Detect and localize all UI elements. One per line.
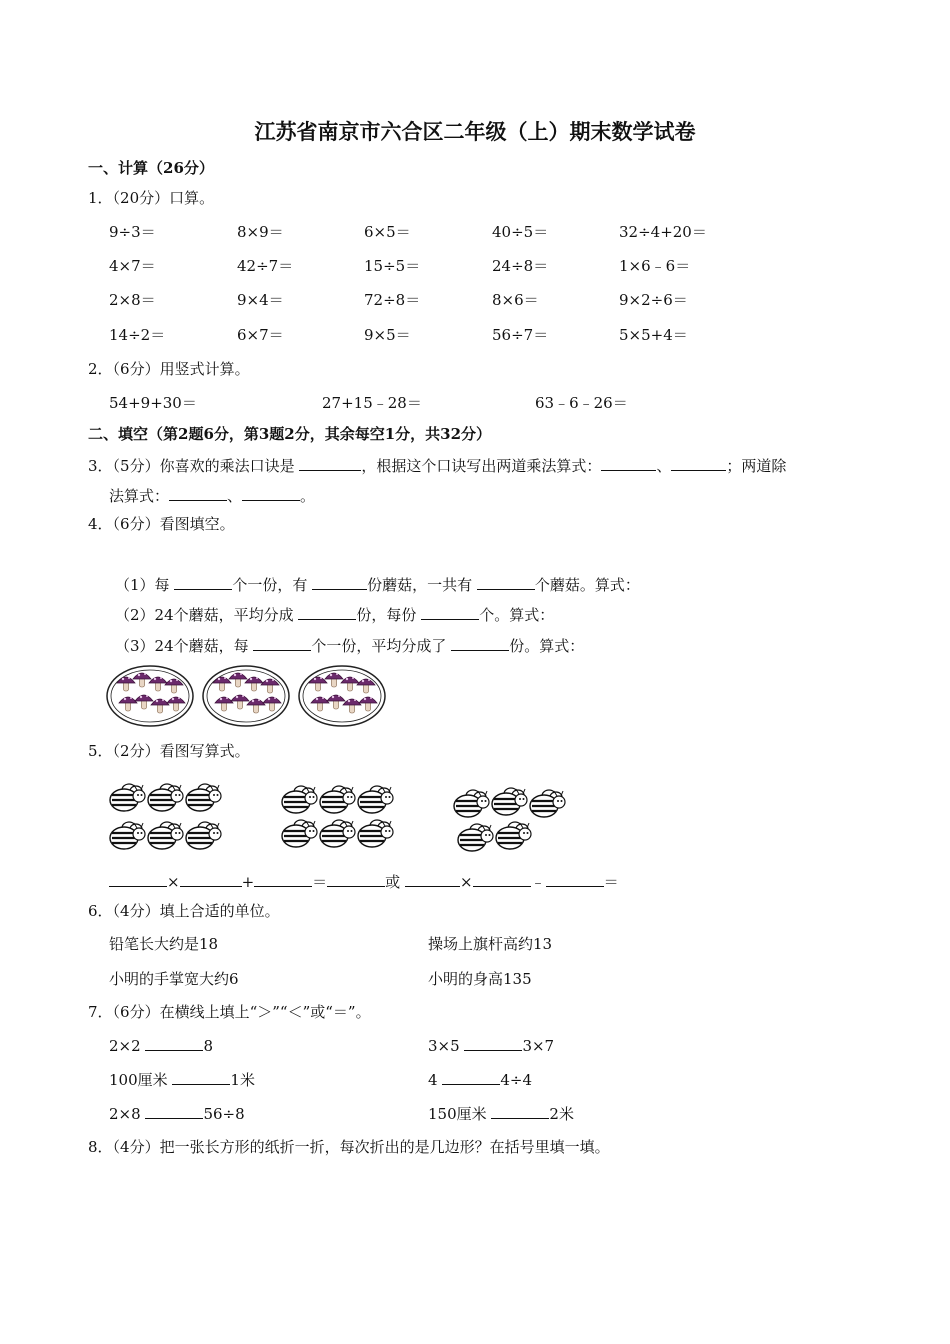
question-5-heading: 5．（2分）看图写算式。 — [88, 742, 250, 760]
answer-blank[interactable] — [546, 871, 604, 887]
answer-blank[interactable] — [451, 635, 509, 651]
answer-blank[interactable] — [174, 574, 232, 590]
question-4-line-1 — [115, 574, 640, 595]
calc-item: 72÷8＝ — [364, 291, 421, 309]
answer-blank[interactable] — [169, 485, 227, 501]
section-heading-1: 一、计算（26分） — [88, 159, 214, 177]
operator-symbol: ﹣ — [530, 873, 546, 891]
compare-left: 3×5 — [428, 1037, 460, 1055]
answer-blank[interactable] — [145, 1103, 203, 1119]
question-2-heading: 2．（6分）用竖式计算。 — [88, 360, 250, 378]
bee — [358, 820, 393, 847]
compare-left: 4 — [428, 1071, 438, 1089]
calc-item: 9×2÷6＝ — [619, 291, 688, 309]
compare-left: 2×2 — [109, 1037, 141, 1055]
answer-blank[interactable] — [464, 1035, 522, 1051]
mushroom-plate — [107, 666, 193, 726]
calc-item: 8×6＝ — [492, 291, 539, 309]
answer-blank[interactable] — [671, 455, 726, 471]
compare-item — [109, 1069, 255, 1090]
operator-symbol: ＝ — [603, 873, 619, 891]
question-4-text: 份。算式： — [509, 637, 585, 655]
answer-blank[interactable] — [421, 604, 479, 620]
question-3-text: 法算式： — [109, 487, 170, 505]
or-word: 或 — [385, 873, 401, 891]
calc-item: 9×5＝ — [364, 326, 411, 344]
question-3-line-1 — [88, 455, 786, 476]
vertical-calc-item: 27+15﹣28＝ — [322, 394, 422, 412]
bee — [492, 788, 527, 815]
bees-figure — [108, 772, 568, 858]
answer-blank[interactable] — [442, 1069, 500, 1085]
operator-symbol: × — [459, 873, 473, 891]
bee — [186, 784, 221, 811]
question-4-text: 份蘑菇，一共有 — [367, 576, 473, 594]
bee — [110, 784, 145, 811]
bee — [530, 790, 565, 817]
bee — [458, 824, 493, 851]
answer-blank[interactable] — [477, 574, 535, 590]
unit-item: 小明的身高135 — [428, 970, 532, 988]
section-heading-2: 二、填空（第2题6分，第3题2分，其余每空1分，共32分） — [88, 425, 492, 443]
calc-item: 56÷7＝ — [492, 326, 549, 344]
compare-right: 2米 — [549, 1105, 574, 1123]
bee — [148, 784, 183, 811]
calc-item: 5×5+4＝ — [619, 326, 688, 344]
question-4-line-3 — [115, 635, 584, 656]
question-3-text: 。 — [300, 487, 316, 505]
unit-item: 小明的手掌宽大约6 — [109, 970, 239, 988]
bee — [110, 822, 145, 849]
answer-blank[interactable] — [253, 635, 311, 651]
compare-left: 150厘米 — [428, 1105, 487, 1123]
answer-blank[interactable] — [491, 1103, 549, 1119]
question-3-line-2 — [109, 485, 315, 506]
calc-item: 32÷4+20＝ — [619, 223, 707, 241]
answer-blank[interactable] — [327, 871, 385, 887]
question-6-heading: 6．（4分）填上合适的单位。 — [88, 902, 280, 920]
calc-item: 4×7＝ — [109, 257, 156, 275]
operator-symbol: ＝ — [312, 873, 328, 891]
question-3-text: 、 — [656, 457, 672, 475]
question-4-text: 个一份，平均分成了 — [311, 637, 447, 655]
compare-item — [109, 1035, 213, 1056]
compare-item — [428, 1069, 532, 1090]
answer-blank[interactable] — [254, 871, 312, 887]
answer-blank[interactable] — [180, 871, 242, 887]
question-4-text: （2）24个蘑菇，平均分成 — [115, 606, 294, 624]
mushroom-plate — [299, 666, 385, 726]
answer-blank[interactable] — [242, 485, 300, 501]
answer-blank[interactable] — [145, 1035, 203, 1051]
compare-right: 8 — [203, 1037, 213, 1055]
question-4-text: 份，每份 — [356, 606, 417, 624]
compare-right: 56÷8 — [203, 1105, 245, 1123]
compare-right: 4÷4 — [500, 1071, 532, 1089]
page-title: 江苏省南京市六合区二年级（上）期末数学试卷 — [254, 119, 696, 144]
mushroom-plates-figure — [106, 662, 386, 730]
vertical-calc-item: 54+9+30＝ — [109, 394, 197, 412]
compare-left: 100厘米 — [109, 1071, 168, 1089]
compare-item — [428, 1103, 574, 1124]
bee — [282, 786, 317, 813]
calc-item: 15÷5＝ — [364, 257, 421, 275]
answer-blank[interactable] — [312, 574, 367, 590]
answer-blank[interactable] — [299, 455, 361, 471]
calc-item: 1×6﹣6＝ — [619, 257, 691, 275]
unit-item: 操场上旗杆高约13 — [428, 935, 553, 953]
operator-symbol: + — [241, 873, 255, 891]
compare-item — [428, 1035, 554, 1056]
bee — [320, 820, 355, 847]
question-3-text: 、 — [227, 487, 243, 505]
calc-item: 42÷7＝ — [237, 257, 294, 275]
bee — [496, 822, 531, 849]
question-5-formula — [109, 871, 619, 892]
bee — [148, 822, 183, 849]
calc-item: 14÷2＝ — [109, 326, 166, 344]
compare-right: 3×7 — [522, 1037, 555, 1055]
calc-item: 40÷5＝ — [492, 223, 549, 241]
answer-blank[interactable] — [473, 871, 531, 887]
mushroom-plate — [203, 666, 289, 726]
answer-blank[interactable] — [405, 871, 460, 887]
question-4-text: 个蘑菇。算式： — [534, 576, 640, 594]
question-1-heading: 1．（20分）口算。 — [88, 189, 215, 207]
question-3-text: ；两道除 — [726, 457, 787, 475]
question-4-text: （3）24个蘑菇，每 — [115, 637, 249, 655]
bee — [186, 822, 221, 849]
question-3-text: 3．（5分）你喜欢的乘法口诀是 — [88, 457, 295, 475]
question-4-text: 个一份，有 — [232, 576, 308, 594]
answer-blank[interactable] — [172, 1069, 230, 1085]
answer-blank[interactable] — [601, 455, 656, 471]
unit-item: 铅笔长大约是18 — [109, 935, 219, 953]
question-4-text: （1）每 — [115, 576, 170, 594]
answer-blank[interactable] — [109, 871, 167, 887]
vertical-calc-item: 63﹣6﹣26＝ — [535, 394, 628, 412]
calc-item: 9÷3＝ — [109, 223, 156, 241]
question-7-heading: 7．（6分）在横线上填上“＞”“＜”或“＝”。 — [88, 1003, 371, 1021]
calc-item: 2×8＝ — [109, 291, 156, 309]
calc-item: 24÷8＝ — [492, 257, 549, 275]
compare-right: 1米 — [230, 1071, 255, 1089]
question-8-heading: 8．（4分）把一张长方形的纸折一折，每次折出的是几边形？在括号里填一填。 — [88, 1138, 610, 1156]
calc-item: 9×4＝ — [237, 291, 284, 309]
bee — [358, 786, 393, 813]
compare-left: 2×8 — [109, 1105, 141, 1123]
calc-item: 8×9＝ — [237, 223, 284, 241]
bee — [320, 786, 355, 813]
question-4-text: 个。算式： — [479, 606, 555, 624]
calc-item: 6×7＝ — [237, 326, 284, 344]
operator-symbol: × — [167, 873, 180, 891]
answer-blank[interactable] — [298, 604, 356, 620]
calc-item: 6×5＝ — [364, 223, 411, 241]
bee — [454, 790, 489, 817]
compare-item — [109, 1103, 245, 1124]
question-4-heading: 4．（6分）看图填空。 — [88, 515, 235, 533]
question-4-line-2 — [115, 604, 554, 625]
question-3-text: ，根据这个口诀写出两道乘法算式： — [361, 457, 602, 475]
bee — [282, 820, 317, 847]
